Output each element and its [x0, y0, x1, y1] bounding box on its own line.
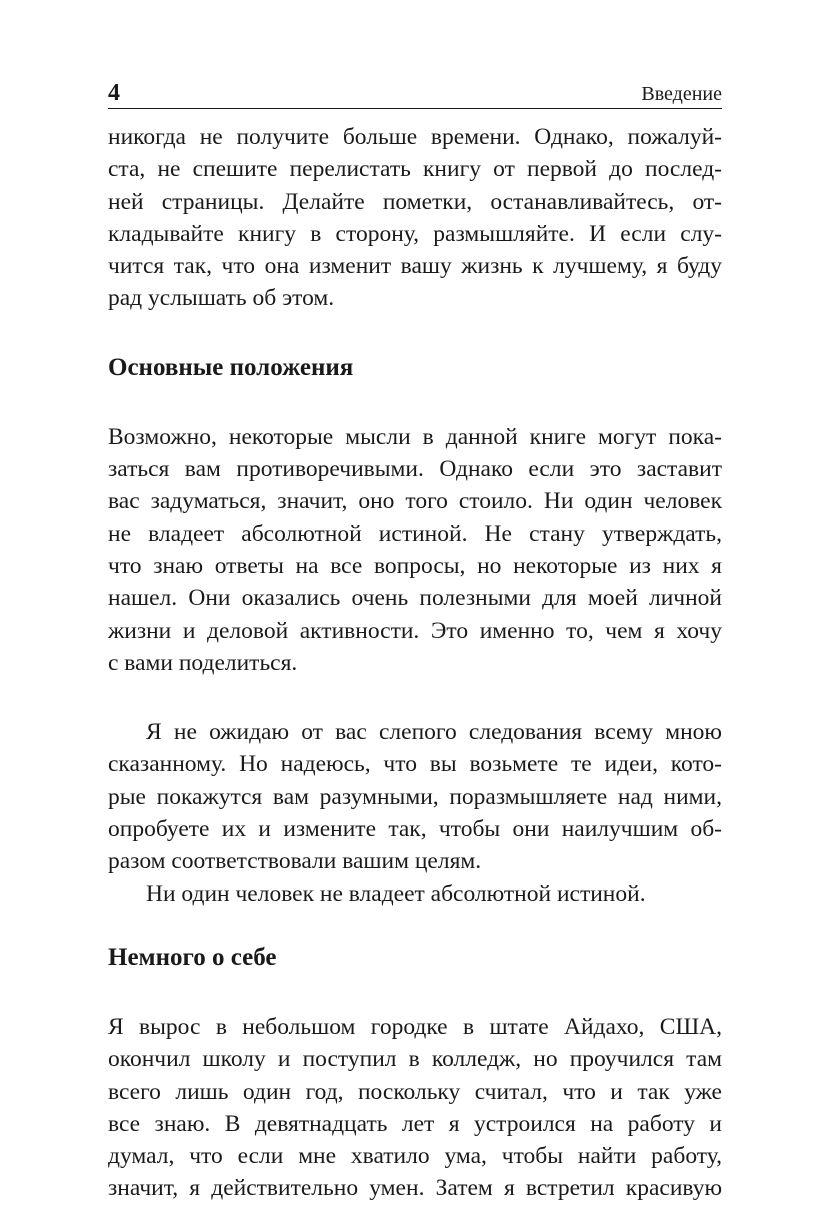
book-page — [108, 78, 722, 1205]
text-line: кладывайте книгу в сторону, размышляйте. И если слу- — [108, 220, 722, 247]
text-line: всего лишь один год, поскольку считал, что и так уже — [108, 1078, 722, 1105]
text-line: не владеет абсолютной истиной. Не стану утверждать, — [108, 520, 722, 547]
text-line: Я вырос в небольшом городке в штате Айдахо, США, — [108, 1013, 722, 1040]
text-line: Возможно, некоторые мысли в данной книге могут пока- — [108, 423, 722, 450]
text-line: с вами поделиться. — [108, 649, 298, 676]
paragraph-main-points — [108, 421, 722, 679]
text-line: Я не ожидаю от вас слепого следования всему мною — [146, 719, 722, 746]
text-line: разом соответствовали вашим целям. — [108, 848, 482, 875]
text-line: нашел. Они оказались очень полезными для моей личной — [108, 585, 722, 612]
text-line: ста, не спешите перелистать книгу от первой до послед- — [108, 156, 722, 183]
text-line: Ни один человек не владеет абсолютной истиной. — [146, 880, 646, 907]
text-line: чится так, что она изменит вашу жизнь к лучшему, я буду — [108, 253, 722, 280]
running-head-title: Введение — [641, 83, 722, 105]
text-line: опробуете их и измените так, чтобы они наилучшим об- — [108, 816, 722, 843]
text-line: значит, я действительно умен. Затем я встретил красивую — [108, 1175, 722, 1202]
text-line: думал, что если мне хватило ума, чтобы найти работу, — [108, 1143, 722, 1170]
page-number: 4 — [108, 80, 120, 106]
paragraph-truth — [108, 878, 722, 910]
text-line: никогда не получите больше времени. Однако, пожалуй- — [108, 124, 722, 150]
section-heading-about-me: Немного о себе — [108, 943, 277, 971]
text-line: что знаю ответы на все вопросы, но некоторые из них я — [108, 552, 722, 579]
text-line: сказанному. Но надеюсь, что вы возьмете те идеи, кото- — [108, 751, 722, 778]
text-line: окончил школу и поступил в колледж, но проучился там — [108, 1046, 722, 1073]
paragraph-intro-end — [108, 121, 722, 315]
text-line: все знаю. В девятнадцать лет я устроился на работу и — [108, 1110, 722, 1137]
text-line: заться вам противоречивыми. Однако если это заставит — [108, 456, 722, 483]
running-head — [108, 78, 722, 109]
paragraph-about-me — [108, 1011, 722, 1205]
text-line: жизни и деловой активности. Это именно то, чем я хочу — [108, 617, 722, 644]
text-line: рад услышать об этом. — [108, 285, 335, 312]
text-line: рые покажутся вам разумными, поразмышляете над ними, — [108, 783, 722, 810]
section-heading-main-points: Основные положения — [108, 353, 354, 381]
text-line: ней страницы. Делайте пометки, останавливайтесь, от- — [108, 188, 722, 215]
paragraph-expectations — [108, 716, 722, 877]
text-line: вас задуматься, значит, оно того стоило. Ни один человек — [108, 488, 722, 515]
